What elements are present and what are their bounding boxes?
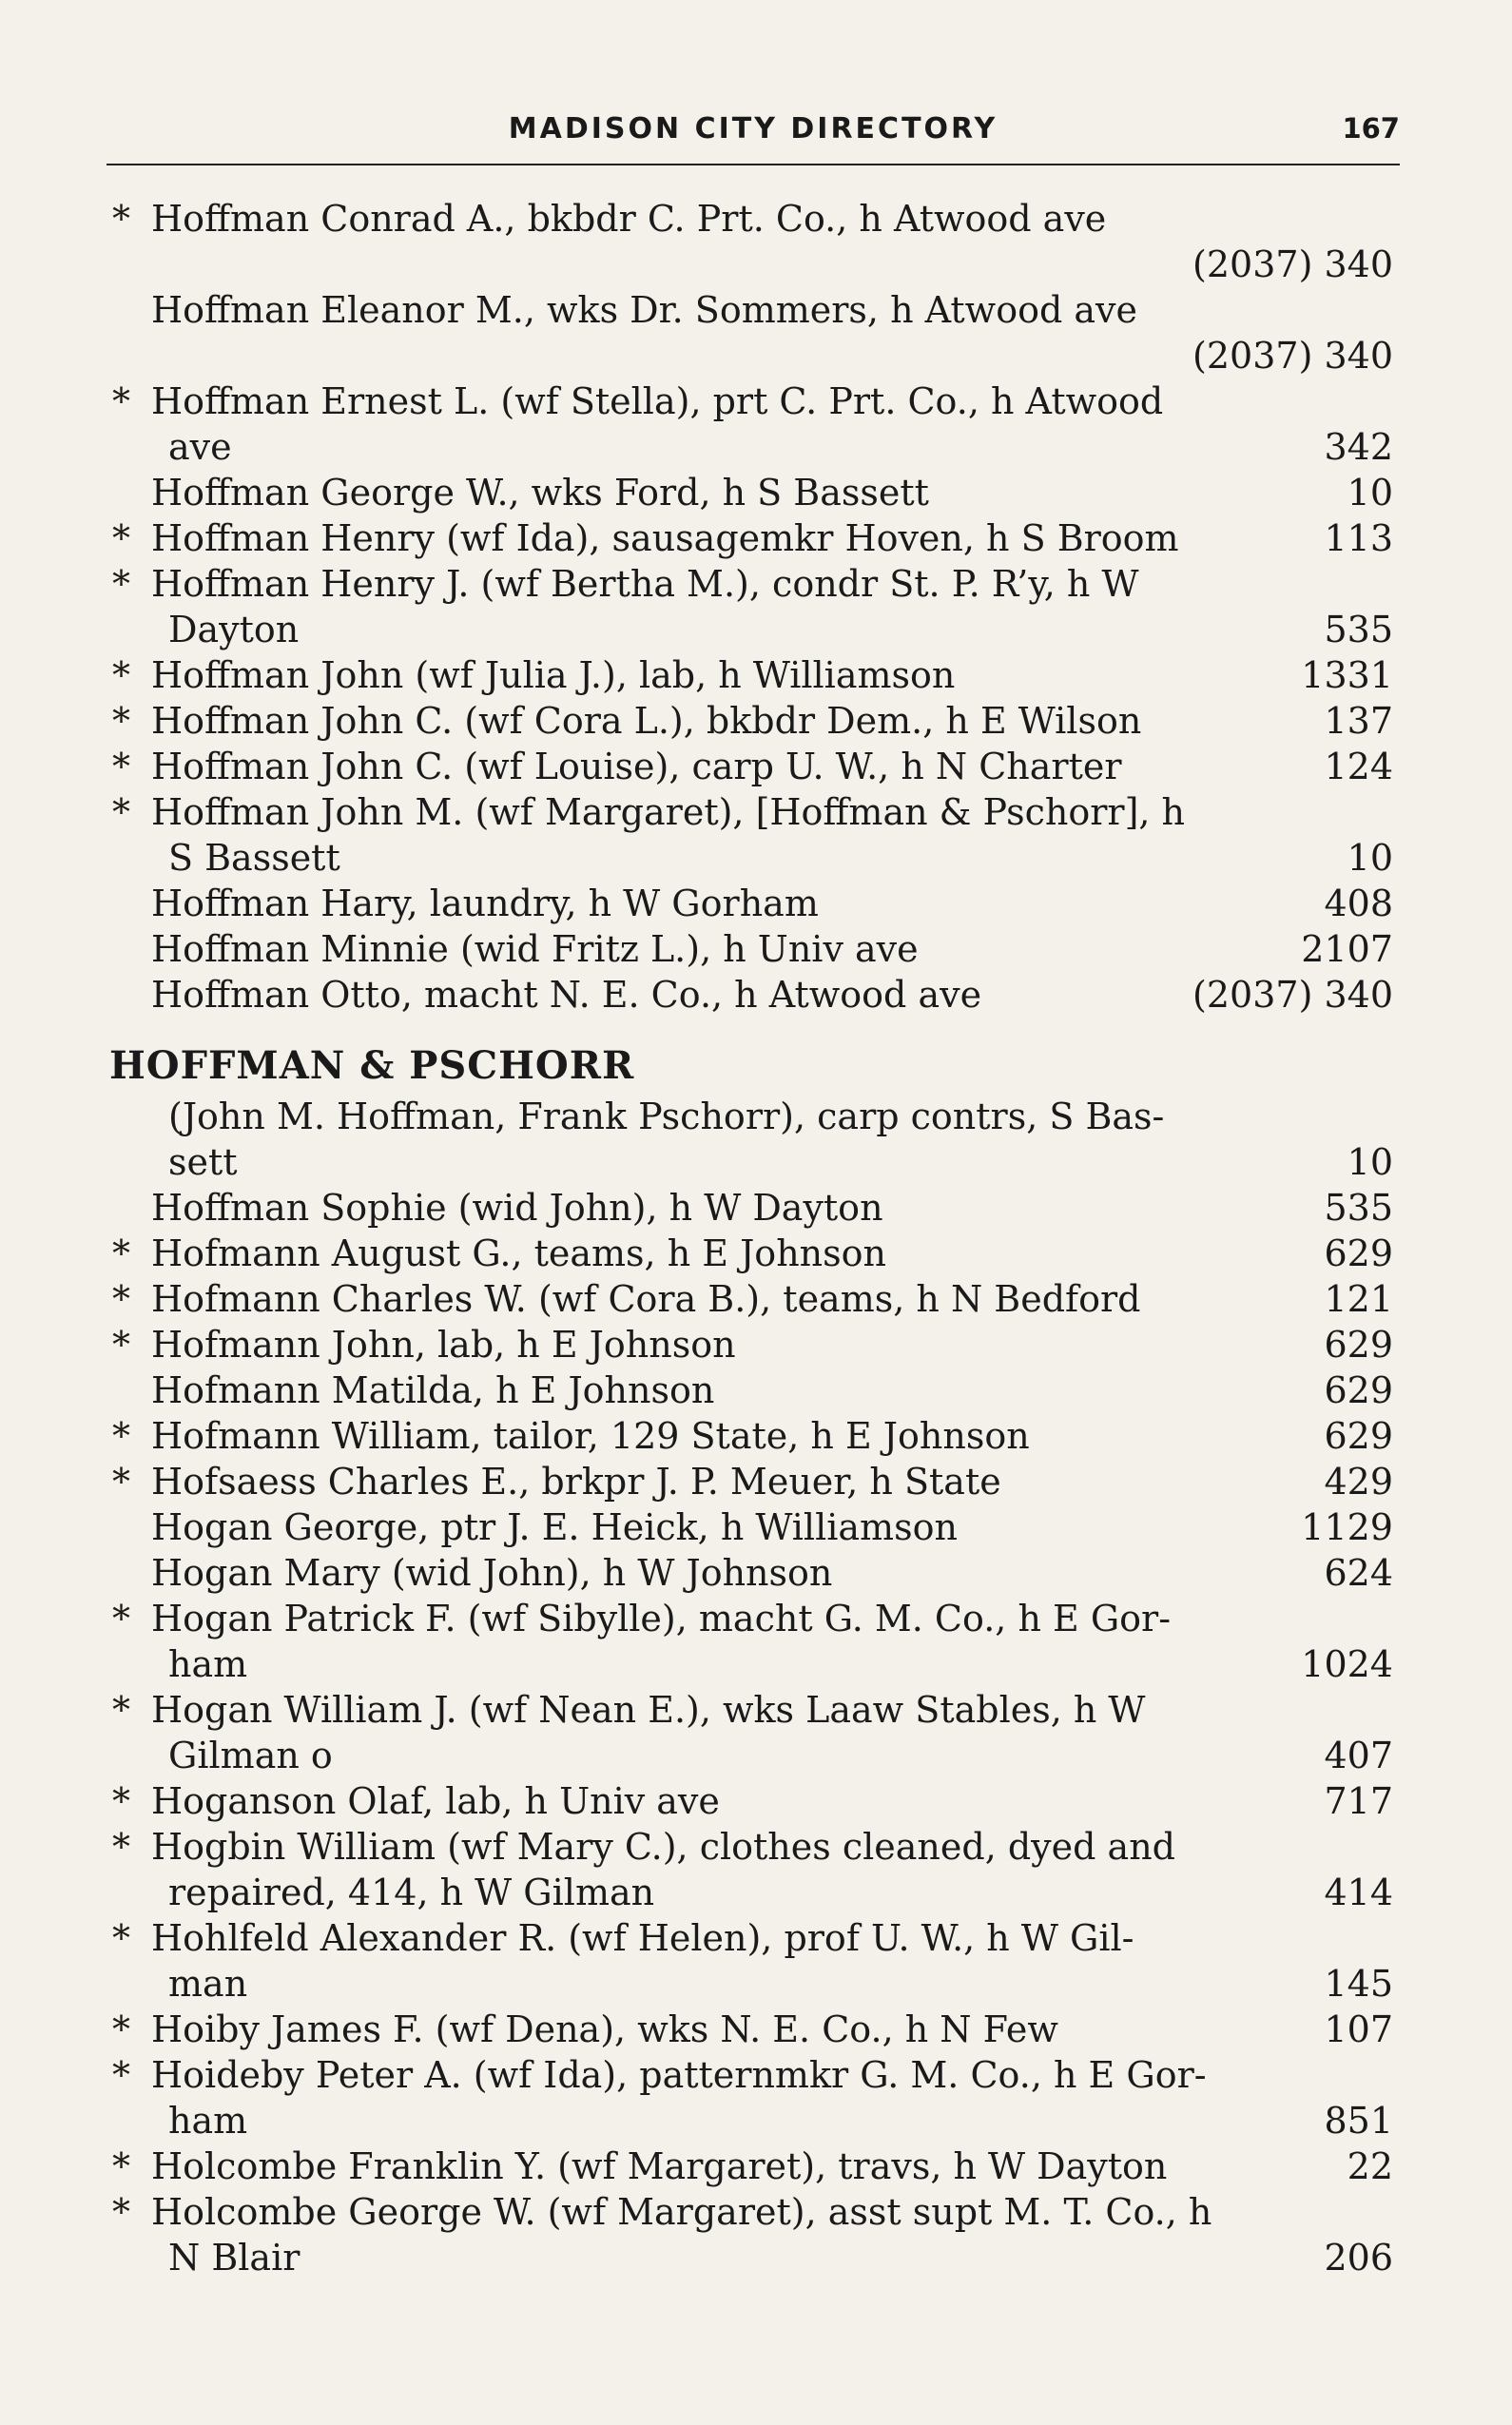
voter-mark: * — [112, 2008, 130, 2050]
address-number: 624 — [1324, 1552, 1393, 1594]
directory-entry — [109, 2189, 1393, 2280]
entry-text: Hofmann William, tailor, 129 State, h E Johnson — [151, 1415, 1030, 1457]
voter-mark: * — [112, 746, 130, 787]
firm-address-number: 10 — [1347, 1141, 1393, 1183]
address-number: 414 — [1324, 1872, 1393, 1913]
address-number: (2037) 340 — [1192, 243, 1393, 285]
voter-mark: * — [112, 791, 130, 833]
directory-entry — [109, 972, 1393, 1018]
directory-entry — [109, 2144, 1393, 2189]
directory-entry — [109, 1824, 1393, 1915]
address-number: 22 — [1347, 2145, 1393, 2187]
directory-entry — [109, 1504, 1393, 1550]
address-number: 851 — [1324, 2100, 1393, 2142]
firm-line-2: sett — [168, 1141, 238, 1183]
address-number: 629 — [1324, 1232, 1393, 1274]
directory-entry — [109, 1550, 1393, 1596]
voter-mark: * — [112, 1278, 130, 1320]
firm-name: HOFFMAN & PSCHORR — [109, 1043, 635, 1088]
entry-text: Hofmann Charles W. (wf Cora B.), teams, h N Bedford — [151, 1278, 1141, 1320]
entry-group-1 — [109, 196, 1393, 1018]
directory-entry — [109, 1778, 1393, 1824]
address-number: 145 — [1324, 1963, 1393, 2005]
voter-mark: * — [112, 380, 130, 422]
voter-mark: * — [112, 1689, 130, 1731]
entry-text: Hofmann Matilda, h E Johnson — [151, 1369, 715, 1411]
entry-text: Hoffman John C. (wf Louise), carp U. W., h N Charter — [151, 746, 1122, 787]
entry-text: Hofsaess Charles E., brkpr J. P. Meuer, h State — [151, 1461, 1001, 1503]
address-number: 2107 — [1301, 928, 1393, 970]
address-number: 535 — [1324, 1187, 1393, 1229]
address-number: 1024 — [1301, 1643, 1393, 1685]
entry-text: Holcombe Franklin Y. (wf Margaret), travs, h W Dayton — [151, 2145, 1168, 2187]
voter-mark: * — [112, 654, 130, 696]
entry-text: Hogan George, ptr J. E. Heick, h Williamson — [151, 1506, 958, 1548]
voter-mark: * — [112, 1232, 130, 1274]
directory-entry — [109, 1276, 1393, 1322]
voter-mark: * — [112, 1324, 130, 1366]
entry-text: Hoffman Hary, laundry, h W Gorham — [151, 883, 819, 924]
directory-entry — [109, 1231, 1393, 1276]
address-number: 124 — [1324, 746, 1393, 787]
voter-mark: * — [112, 700, 130, 742]
voter-mark: * — [112, 1598, 130, 1639]
voter-mark: * — [112, 2054, 130, 2096]
voter-mark: * — [112, 1826, 130, 1868]
voter-mark: * — [112, 517, 130, 559]
entry-continuation: man — [168, 1963, 248, 2005]
directory-entry — [109, 1368, 1393, 1413]
directory-entry — [109, 1915, 1393, 2007]
address-number: 1129 — [1301, 1506, 1393, 1548]
address-number: 629 — [1324, 1324, 1393, 1366]
address-number: 717 — [1324, 1780, 1393, 1822]
firm-line-1: (John M. Hoffman, Frank Pschorr), carp contrs, S Bas- — [168, 1096, 1165, 1137]
directory-entry — [109, 515, 1393, 561]
entry-text: Hoffman John (wf Julia J.), lab, h Williamson — [151, 654, 956, 696]
entry-continuation: N Blair — [168, 2237, 300, 2279]
voter-mark: * — [112, 563, 130, 605]
address-number: 206 — [1324, 2237, 1393, 2279]
entry-text: Hoffman Otto, macht N. E. Co., h Atwood ave — [151, 974, 982, 1016]
directory-entry — [109, 1413, 1393, 1459]
entry-text: Hoffman Minnie (wid Fritz L.), h Univ ave — [151, 928, 919, 970]
entry-text: Hoffman George W., wks Ford, h S Bassett — [151, 472, 929, 514]
entry-continuation: ave — [168, 426, 232, 468]
directory-entry — [109, 287, 1393, 378]
directory-entry — [109, 196, 1393, 287]
address-number: (2037) 340 — [1192, 335, 1393, 377]
entry-text: Hoiby James F. (wf Dena), wks N. E. Co., h N Few — [151, 2008, 1058, 2050]
firm-entry — [109, 1038, 1393, 1185]
address-number: 629 — [1324, 1415, 1393, 1457]
address-number: 10 — [1347, 837, 1393, 879]
voter-mark: * — [112, 1415, 130, 1457]
voter-mark: * — [112, 1461, 130, 1503]
entry-text: Hofmann John, lab, h E Johnson — [151, 1324, 736, 1366]
address-number: 113 — [1324, 517, 1393, 559]
address-number: 342 — [1324, 426, 1393, 468]
directory-entry — [109, 789, 1393, 881]
entry-text: Hoideby Peter A. (wf Ida), patternmkr G. M. Co., h E Gor- — [151, 2054, 1207, 2096]
entry-continuation: Dayton — [168, 609, 300, 650]
directory-entry — [109, 378, 1393, 470]
address-number: 1331 — [1301, 654, 1393, 696]
directory-entry — [109, 470, 1393, 515]
directory-entry — [109, 1322, 1393, 1368]
directory-listing — [109, 196, 1393, 2280]
directory-entry — [109, 561, 1393, 652]
page-number: 167 — [1342, 112, 1400, 145]
address-number: 10 — [1347, 472, 1393, 514]
directory-entry — [109, 926, 1393, 972]
directory-entry — [109, 1596, 1393, 1687]
directory-entry — [109, 1687, 1393, 1778]
entry-text: Hoganson Olaf, lab, h Univ ave — [151, 1780, 720, 1822]
entry-text: Hogan Mary (wid John), h W Johnson — [151, 1552, 833, 1594]
address-number: 407 — [1324, 1735, 1393, 1776]
address-number: 535 — [1324, 609, 1393, 650]
entry-text: Holcombe George W. (wf Margaret), asst supt M. T. Co., h — [151, 2191, 1212, 2233]
directory-entry — [109, 2052, 1393, 2144]
address-number: 629 — [1324, 1369, 1393, 1411]
directory-entry — [109, 652, 1393, 698]
voter-mark: * — [112, 2145, 130, 2187]
entry-text: Hoffman John M. (wf Margaret), [Hoffman & Pschorr], h — [151, 791, 1186, 833]
entry-text: Hogbin William (wf Mary C.), clothes cleaned, dyed and — [151, 1826, 1175, 1868]
entry-continuation: S Bassett — [168, 837, 340, 879]
entry-text: Hofmann August G., teams, h E Johnson — [151, 1232, 886, 1274]
entry-text: Hoffman Henry J. (wf Bertha M.), condr St. P. R’y, h W — [151, 563, 1139, 605]
entry-text: Hoffman Sophie (wid John), h W Dayton — [151, 1187, 883, 1229]
running-title: MADISON CITY DIRECTORY — [508, 112, 998, 146]
entry-continuation: ham — [168, 1643, 248, 1685]
entry-text: Hoffman Conrad A., bkbdr C. Prt. Co., h Atwood ave — [151, 198, 1107, 240]
address-number: (2037) 340 — [1192, 974, 1393, 1016]
address-number: 137 — [1324, 700, 1393, 742]
entry-text: Hogan William J. (wf Nean E.), wks Laaw Stables, h W — [151, 1689, 1146, 1731]
voter-mark: * — [112, 198, 130, 240]
entry-text: Hoffman Henry (wf Ida), sausagemkr Hoven, h S Broom — [151, 517, 1179, 559]
directory-entry — [109, 744, 1393, 789]
directory-entry — [109, 1459, 1393, 1504]
voter-mark: * — [112, 1780, 130, 1822]
directory-entry — [109, 1185, 1393, 1231]
page-header — [107, 112, 1400, 160]
directory-entry — [109, 881, 1393, 926]
entry-continuation: ham — [168, 2100, 248, 2142]
entry-text: Hoffman Eleanor M., wks Dr. Sommers, h Atwood ave — [151, 289, 1137, 331]
entry-text: Hoffman John C. (wf Cora L.), bkbdr Dem., h E Wilson — [151, 700, 1142, 742]
entry-text: Hohlfeld Alexander R. (wf Helen), prof U. W., h W Gil- — [151, 1917, 1134, 1959]
entry-text: Hogan Patrick F. (wf Sibylle), macht G. M. Co., h E Gor- — [151, 1598, 1172, 1639]
directory-entry — [109, 698, 1393, 744]
address-number: 408 — [1324, 883, 1393, 924]
entry-group-2 — [109, 1185, 1393, 2280]
address-number: 429 — [1324, 1461, 1393, 1503]
entry-continuation: Gilman o — [168, 1735, 333, 1776]
directory-entry — [109, 2007, 1393, 2052]
address-number: 107 — [1324, 2008, 1393, 2050]
voter-mark: * — [112, 2191, 130, 2233]
address-number: 121 — [1324, 1278, 1393, 1320]
entry-continuation: repaired, 414, h W Gilman — [168, 1872, 655, 1913]
entry-text: Hoffman Ernest L. (wf Stella), prt C. Prt. Co., h Atwood — [151, 380, 1164, 422]
voter-mark: * — [112, 1917, 130, 1959]
header-rule — [107, 164, 1400, 165]
